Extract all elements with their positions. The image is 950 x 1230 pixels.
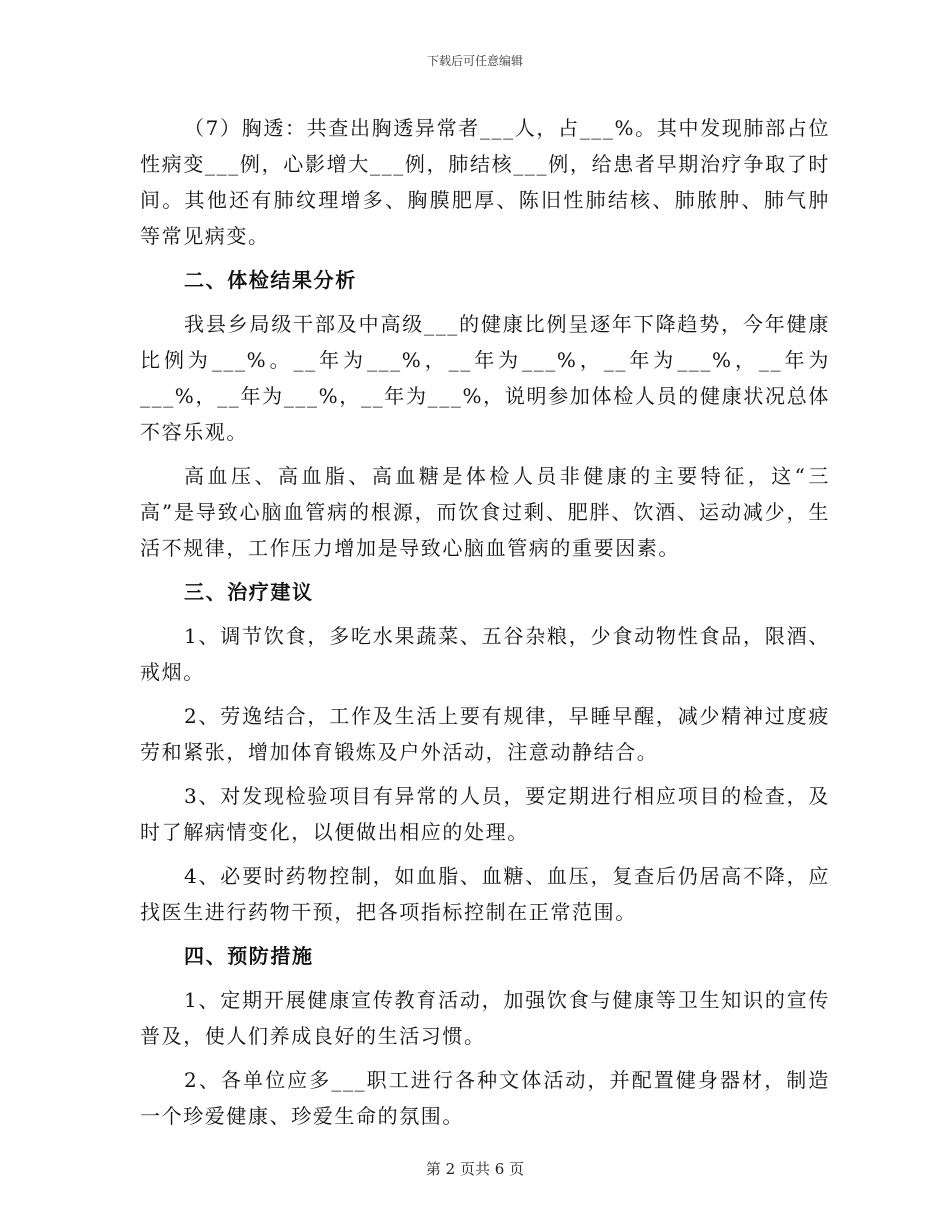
paragraph-health-ratio: 我县乡局级干部及中高级___的健康比例呈逐年下降趋势，今年健康比例为___%。__年为___%，__年为___%，__年为___%，__年为___%，__年为___%，__年为___%，说明参加体检人员的健康状况总体不容乐观。	[140, 312, 830, 444]
section-heading-results-analysis: 二、体检结果分析	[184, 268, 357, 292]
paragraph-three-highs: 高血压、高血脂、高血糖是体检人员非健康的主要特征，这“三高”是导致心脑血管病的根源，而饮食过剩、肥胖、饮酒、运动减少，生活不规律，工作压力增加是导致心脑血管病的重要因素。	[140, 464, 830, 560]
paragraph-treatment-3: 3、对发现检验项目有异常的人员，要定期进行相应项目的检查，及时了解病情变化，以便做出相应的处理。	[140, 784, 830, 844]
paragraph-chest-xray: （7）胸透：共查出胸透异常者___人，占___%。其中发现肺部占位性病变___例，心影增大___例，肺结核___例，给患者早期治疗争取了时间。其他还有肺纹理增多、胸膜肥厚、陈旧性肺结核、肺脓肿、肺气肿等常见病变。	[140, 116, 830, 248]
paragraph-treatment-2: 2、劳逸结合，工作及生活上要有规律，早睡早醒，减少精神过度疲劳和紧张，增加体育锻炼及户外活动，注意动静结合。	[140, 704, 830, 764]
paragraph-prevention-1: 1、定期开展健康宣传教育活动，加强饮食与健康等卫生知识的宣传普及，使人们养成良好的生活习惯。	[140, 988, 830, 1048]
section-heading-treatment: 三、治疗建议	[184, 580, 314, 604]
page-number: 第 2 页共 6 页	[425, 1160, 525, 1178]
document-body	[140, 110, 830, 1142]
page-header: 下载后可任意编辑	[426, 54, 523, 68]
section-heading-prevention: 四、预防措施	[184, 944, 314, 968]
paragraph-treatment-1: 1、调节饮食，多吃水果蔬菜、五谷杂粮，少食动物性食品，限酒、戒烟。	[140, 624, 830, 684]
paragraph-treatment-4: 4、必要时药物控制，如血脂、血糖、血压，复查后仍居高不降，应找医生进行药物干预，把各项指标控制在正常范围。	[140, 864, 830, 924]
paragraph-prevention-2: 2、各单位应多___职工进行各种文体活动，并配置健身器材，制造一个珍爱健康、珍爱生命的氛围。	[140, 1068, 830, 1128]
